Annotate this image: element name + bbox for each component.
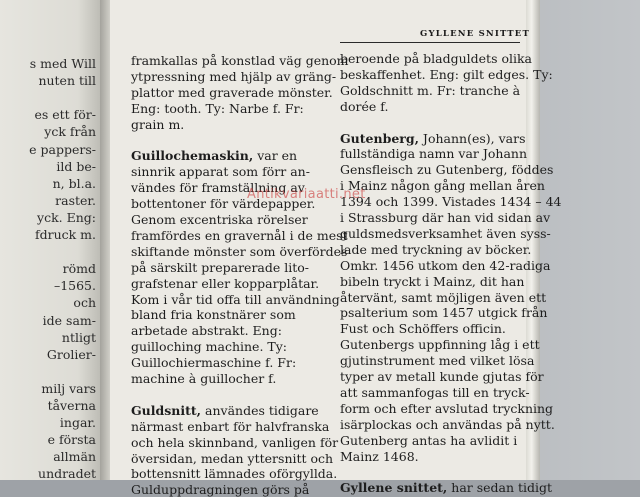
text-line: grain m. [131,116,185,132]
text-line: arbetade abstrakt. Eng: [131,323,282,339]
text-line: framkallas på konstlad väg genom [131,53,349,68]
text-line: återvänt, samt möjligen även ett [340,289,547,305]
text-line: närmast enbart för halvfranska [131,418,330,434]
left-page-fragment: s med Will [29,56,96,71]
left-page-fragment: allmän [53,449,96,465]
left-page [0,0,104,480]
text-line: beskaffenhet. Eng: gilt edges. Ty: [340,66,553,82]
text-line: gjutinstrument med vilket lösa [340,353,535,369]
left-page-fragment: ingar. [59,415,96,431]
left-page-fragment: n, bl.a. [52,175,96,191]
text-line: i Strassburg där han vid sidan av [340,210,551,225]
text-line: grafstenar eller kopparplåtar. [131,275,320,291]
text-line: ytpressning med hjälp av gräng- [131,68,337,84]
left-page-fragment: fdruck m. [34,227,96,242]
text-line: beroende på bladguldets olika [340,51,533,66]
text-line: bottentoner för värdepapper. [131,196,316,212]
text-line: översidan, medan yttersnitt och [131,450,334,466]
text-line: Gutenbergs uppfinning låg i ett [340,337,540,353]
left-page-fragment: undradet [38,466,96,480]
text-line: bibeln tryckt i Mainz, dit han [340,273,525,289]
left-page-fragment: tåverna [47,398,96,413]
text-line: bland fria konstnärer som [131,307,296,323]
text-line: på särskilt preparerade lito- [131,259,310,275]
left-page-fragment: –1565. [53,278,96,294]
text-line: 1394 och 1399. Vistades 1434 – 44 [340,194,562,210]
text-line: psalterium som 1457 utgick från [340,305,548,321]
text-line: Eng: tooth. Ty: Narbe f. Fr: [131,100,304,116]
running-head: GYLLENE SNITTET [420,29,531,39]
left-page-fragment: nuten till [38,73,96,89]
text-line: typer av metall kunde gjutas för [340,369,544,384]
text-line: Goldschnitt m. Fr: tranche à [340,82,521,98]
text-line: Gutenberg, Johann(es), vars [340,130,526,146]
text-line: dorée f. [340,98,389,114]
text-line: machine à guillocher f. [131,371,277,386]
left-page-fragment: Grolier- [46,346,96,362]
text-line: skiftande mönster som överfördes [131,243,348,259]
left-page-fragment: milj vars [41,380,96,396]
text-line: plattor med graverade mönster. [131,84,333,100]
text-line: fullständiga namn var Johann [340,146,528,162]
left-page-fragment: yck. Eng: [37,209,96,225]
text-line: att sammanfogas till en tryck- [340,384,530,400]
left-page-fragment: yck från [44,124,96,140]
text-line: och hela skinnband, vanligen för [131,434,339,450]
left-page-fragment: es ett för- [34,107,96,123]
text-line: Guldsnitt, användes tidigare [131,402,319,418]
text-line: framfördes en gravernål i de mest [131,227,348,243]
text-line: i Mainz någon gång mellan åren [340,178,545,194]
text-line: isärplockas och användas på nytt. [340,416,555,432]
left-page-fragment: ide sam- [42,312,96,328]
text-line: form och efter avslutad tryckning [340,400,554,416]
text-line: Guillochiermaschine f. Fr: [131,355,297,371]
text-line: guilloching machine. Ty: [131,339,288,355]
text-line: Kom i vår tid offa till användning [131,291,340,307]
left-page-fragment: e första [47,432,96,448]
text-line: Omkr. 1456 utkom den 42-radiga [340,257,551,273]
text-line: Guillochemaskin, var en [131,148,298,164]
left-page-fragment: ild be- [56,158,96,174]
left-page-fragment: och [73,295,96,311]
left-page-fragment: ntligt [61,329,96,345]
text-line: guldsmedsverksamhet även syss- [340,225,551,241]
text-line: Gyllene snittet, har sedan tidigt [340,480,553,496]
text-line: Gutenberg antas ha avlidit i [340,432,518,448]
watermark: Antikvariaatti.net [247,187,366,202]
text-line: lade med tryckning av böcker. [340,241,532,257]
left-page-fragment: römd [62,261,96,277]
text-line: Gensfleisch zu Gutenberg, föddes [340,162,554,178]
header-rule [340,42,520,43]
text-line: Fust och Schöffers officin. [340,321,506,337]
text-line: Mainz 1468. [340,448,419,464]
text-line: bottensnitt lämnades oförgyllda. [131,466,338,482]
left-page-fragment: raster. [55,192,96,208]
text-line: vändes för framställning av [131,180,305,196]
text-line: sinnrik apparat som förr an- [131,164,310,180]
text-line: Genom excentriska rörelser [131,212,308,227]
text-line: Gulduppdragningen görs på [131,482,310,497]
left-page-fragment: e pappers- [29,141,96,157]
